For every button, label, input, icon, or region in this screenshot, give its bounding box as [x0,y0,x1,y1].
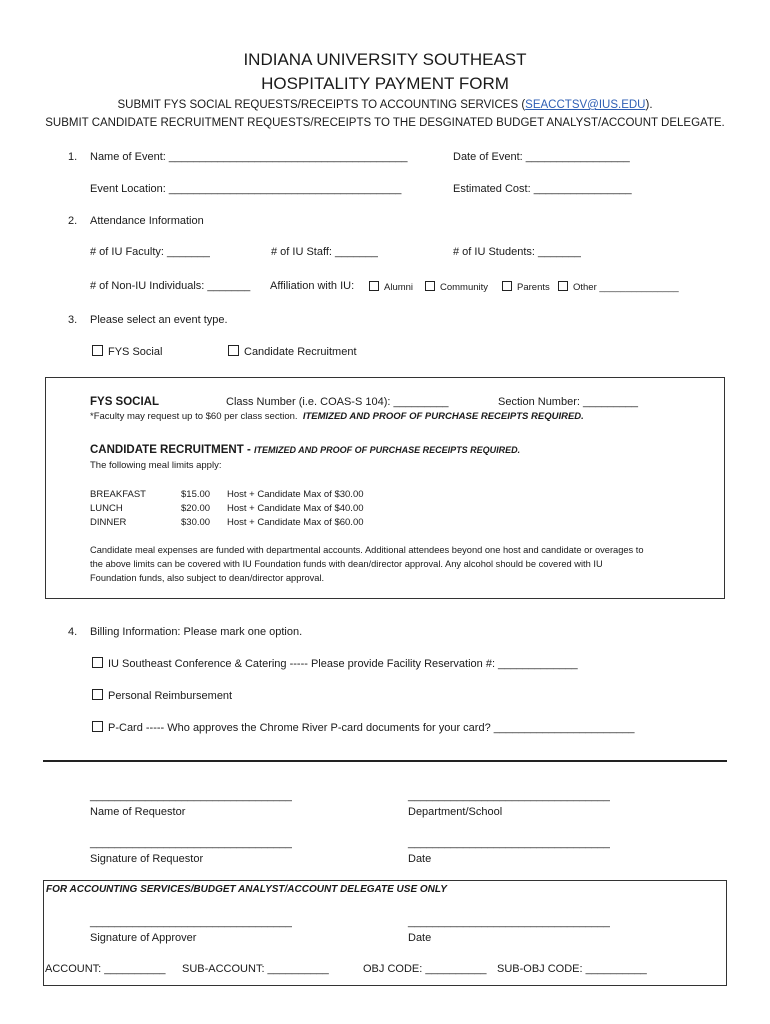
fys-social-title: FYS SOCIAL [90,396,160,408]
section-number-1: 1. [68,151,78,163]
parents-option[interactable]: Parents [502,281,550,293]
meal-name-breakfast: BREAKFAST [90,489,146,500]
meal-amount-breakfast: $15.00 [181,489,211,500]
approver-date-line[interactable]: _________________________________ [408,916,610,928]
meal-name-dinner: DINNER [90,517,127,528]
meal-amount-dinner: $30.00 [181,517,211,528]
event-name-field[interactable]: Name of Event: _______________________________________ [90,151,408,163]
checkbox-icon[interactable] [369,281,379,291]
department-label: Department/School [408,806,503,818]
section-number-4: 4. [68,626,78,638]
funding-note-line-2: the above limits can be covered with IU Foundation funds with dean/director approval. Any alcohol should be covered with IU [90,559,603,569]
section-number-field[interactable]: Section Number: _________ [498,396,639,408]
iu-faculty-field[interactable]: # of IU Faculty: _______ [90,246,210,258]
checkbox-icon[interactable] [425,281,435,291]
checkbox-icon[interactable] [502,281,512,291]
billing-heading: Billing Information: Please mark one option. [90,626,303,638]
affiliation-label: Affiliation with IU: [270,280,355,292]
sub-obj-code-field[interactable]: SUB-OBJ CODE: __________ [497,963,647,975]
approver-signature-label: Signature of Approver [90,932,197,944]
fys-social-option[interactable]: FYS Social [92,345,162,358]
requestor-date-label: Date [408,853,432,865]
meal-max-lunch: Host + Candidate Max of $40.00 [227,503,364,514]
billing-option-pcard[interactable]: P-Card ----- Who approves the Chrome River P-card documents for your card? _______________________ [92,721,634,734]
billing-option-catering[interactable]: IU Southeast Conference & Catering ----- Please provide Facility Reservation #: _____________ [92,657,578,670]
community-option[interactable]: Community [425,281,488,293]
estimated-cost-field[interactable]: Estimated Cost: ________________ [453,183,632,195]
approver-signature-line[interactable]: _________________________________ [90,916,292,928]
meal-limits-intro: The following meal limits apply: [90,460,222,471]
checkbox-icon[interactable] [92,689,103,700]
checkbox-icon[interactable] [92,657,103,668]
requestor-name-label: Name of Requestor [90,806,186,818]
class-number-field[interactable]: Class Number (i.e. COAS-S 104): _________ [226,396,449,408]
event-type-heading: Please select an event type. [90,314,228,326]
obj-code-field[interactable]: OBJ CODE: __________ [363,963,487,975]
candidate-recruitment-option[interactable]: Candidate Recruitment [228,345,357,358]
funding-note-line-3: Foundation funds, also subject to dean/director approval. [90,573,325,583]
attendance-heading: Attendance Information [90,215,204,227]
email-link[interactable]: SEACCTSV@IUS.EDU [525,99,646,111]
non-iu-field[interactable]: # of Non-IU Individuals: _______ [90,280,251,292]
form-title: HOSPITALITY PAYMENT FORM [261,74,509,93]
requestor-signature-label: Signature of Requestor [90,853,204,865]
fys-note: *Faculty may request up to $60 per class section. ITEMIZED AND PROOF OF PURCHASE RECEIPTS REQUIRED. [90,411,584,422]
meal-max-dinner: Host + Candidate Max of $60.00 [227,517,364,528]
requestor-name-line[interactable]: _________________________________ [90,790,292,802]
account-field[interactable]: ACCOUNT: __________ [45,963,166,975]
requestor-date-line[interactable]: _________________________________ [408,837,610,849]
candidate-recruitment-title: CANDIDATE RECRUITMENT - ITEMIZED AND PROOF OF PURCHASE RECEIPTS REQUIRED. [90,444,521,456]
submit-instruction-candidate: SUBMIT CANDIDATE RECRUITMENT REQUESTS/RECEIPTS TO THE DESGINATED BUDGET ANALYST/ACCOUNT DELEGATE. [45,117,725,129]
submit-instruction-fys: SUBMIT FYS SOCIAL REQUESTS/RECEIPTS TO ACCOUNTING SERVICES (SEACCTSV@IUS.EDU). [117,99,653,111]
form-title-institution: INDIANA UNIVERSITY SOUTHEAST [243,50,527,69]
other-option[interactable]: Other _______________ [558,281,679,293]
meal-amount-lunch: $20.00 [181,503,211,514]
requestor-signature-line[interactable]: _________________________________ [90,837,292,849]
section-divider [43,760,727,762]
billing-option-reimbursement[interactable]: Personal Reimbursement [92,689,232,702]
section-number-3: 3. [68,314,78,326]
section-number-2: 2. [68,215,78,227]
accounting-title: FOR ACCOUNTING SERVICES/BUDGET ANALYST/ACCOUNT DELEGATE USE ONLY [46,884,447,895]
alumni-option[interactable]: Alumni [369,281,413,293]
checkbox-icon[interactable] [92,345,103,356]
approver-date-label: Date [408,932,432,944]
meal-max-breakfast: Host + Candidate Max of $30.00 [227,489,364,500]
funding-note-line-1: Candidate meal expenses are funded with departmental accounts. Additional attendees beyond one host and candidate or overages to [90,545,644,555]
department-line[interactable]: _________________________________ [408,790,610,802]
event-date-field[interactable]: Date of Event: _________________ [453,151,630,163]
event-location-field[interactable]: Event Location: ______________________________________ [90,183,402,195]
meal-name-lunch: LUNCH [90,503,123,514]
sub-account-field[interactable]: SUB-ACCOUNT: __________ [182,963,329,975]
iu-staff-field[interactable]: # of IU Staff: _______ [271,246,378,258]
checkbox-icon[interactable] [92,721,103,732]
checkbox-icon[interactable] [228,345,239,356]
iu-students-field[interactable]: # of IU Students: _______ [453,246,581,258]
checkbox-icon[interactable] [558,281,568,291]
